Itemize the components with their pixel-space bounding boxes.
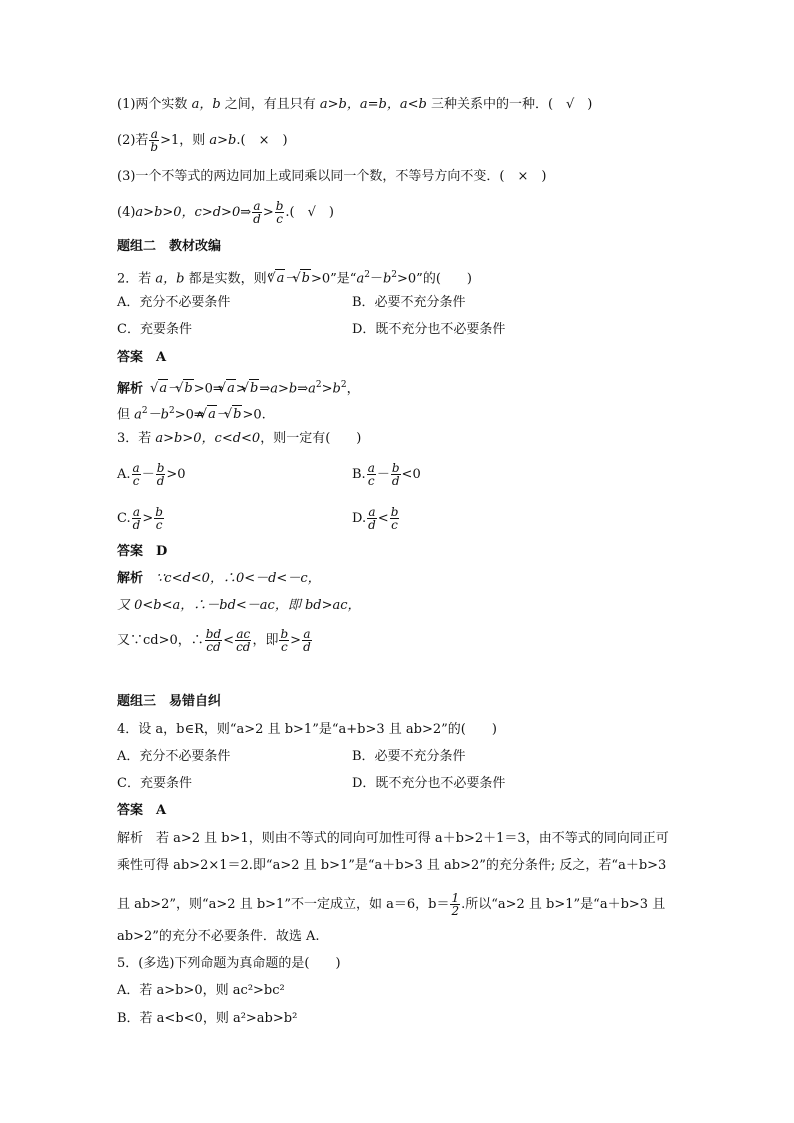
q2-option-c: C．充要条件 xyxy=(117,322,192,337)
q5-option-b: B．若 a<b<0，则 a²>ab>b² xyxy=(117,1011,298,1026)
q4-option-b: B．必要不充分条件 xyxy=(352,749,466,764)
q4-analysis-1: 解析 若 a>2 且 b>1，则由不等式的同向可加性可得 a＋b>2＋1＝3，由不等式的同向同正可 xyxy=(117,831,669,846)
q4-answer: 答案 A xyxy=(117,803,167,818)
section-title-group3: 题组三 易错自纠 xyxy=(117,694,222,709)
q3-analysis-1: 解析 ∵c<d<0，∴0<－d<－c， xyxy=(117,571,321,586)
q4-analysis-3: 且 ab>2”，则“a>2 且 b>1”不一定成立，如 a＝6，b＝ $\frac{1}{2}$ .所以“a>2 且 b>1”是“a＋b>3 且 xyxy=(117,891,666,918)
q3-option-c: C. $\frac{a}{d}$ > $\frac{b}{c}$ xyxy=(117,505,163,532)
q1-item-4: (4)a>b>0，c>d>0⇒ $\frac{a}{d}$ > $\frac{b}{c}$ .( √ ) xyxy=(117,199,334,226)
q3-analysis-3: 又∵cd>0，∴ $\frac{bd}{cd}$ < $\frac{ac}{cd}$ ，即 $\frac{b}{c}$ > $\frac{a}{d}$ xyxy=(117,627,311,654)
q2-answer: 答案 A xyxy=(117,350,167,365)
q4-option-c: C．充要条件 xyxy=(117,776,192,791)
q1-item-3: (3)一个不等式的两边同加上或同乘以同一个数，不等号方向不变．( × ) xyxy=(117,169,547,184)
fraction: $\frac{a}{b}$ xyxy=(150,127,159,154)
q2-option-a: A．充分不必要条件 xyxy=(117,295,231,310)
q5-stem: 5．(多选)下列命题为真命题的是( ) xyxy=(117,956,341,971)
q5-option-a: A．若 a>b>0，则 ac²>bc² xyxy=(117,983,285,998)
q3-option-b: B. $\frac{a}{c}$ － $\frac{b}{d}$ <0 xyxy=(352,461,421,488)
q4-analysis-2: 乘性可得 ab>2×1＝2.即“a>2 且 b>1”是“a＋b>3 且 ab>2”的充分条件; 反之，若“a＋b>3 xyxy=(117,858,667,873)
q4-option-a: A．充分不必要条件 xyxy=(117,749,231,764)
q3-option-a: A. $\frac{a}{c}$ － $\frac{b}{d}$ >0 xyxy=(117,461,186,488)
section-title-group2: 题组二 教材改编 xyxy=(117,239,222,254)
q3-answer: 答案 D xyxy=(117,544,168,559)
q4-option-d: D．既不充分也不必要条件 xyxy=(352,776,506,791)
fraction: $\frac{b}{c}$ xyxy=(275,199,284,226)
q2-option-b: B．必要不充分条件 xyxy=(352,295,466,310)
q2-option-d: D．既不充分也不必要条件 xyxy=(352,322,506,337)
q2-analysis-1: 解析 √ a－√ b>0⇒√ a>√ $b\Rightarrow a>b\Rightarrow a^2>b^2$， xyxy=(117,376,360,398)
q4-analysis-4: ab>2”的充分不必要条件．故选 A. xyxy=(117,929,320,944)
q2-analysis-2: 但 $a^2-b^2>0⇏√$ a－√ b>0. xyxy=(117,402,266,424)
q2-stem: 2．若 a，b 都是实数，则“√ a－√ b>0”是“$a^2-b^2>0$”的( ) xyxy=(117,266,472,288)
q3-option-d: D. $\frac{a}{d}$ < $\frac{b}{c}$ xyxy=(352,505,399,532)
q3-analysis-2: 又 0<b<a，∴－bd<－ac，即 bd>ac， xyxy=(117,598,361,613)
q4-stem: 4．设 a，b∈R，则“a>2 且 b>1”是“a+b>3 且 ab>2”的( ) xyxy=(117,722,497,737)
fraction: $\frac{a}{d}$ xyxy=(253,199,261,226)
q1-item-1: (1)两个实数 a，b 之间，有且只有 a>b，a=b，a<b 三种关系中的一种．( √ ) xyxy=(117,97,593,112)
q3-stem: 3．若 a>b>0，c<d<0，则一定有( ) xyxy=(117,431,362,446)
q1-item-2: (2)若 $\frac{a}{b}$ >1，则 a>b.( × ) xyxy=(117,127,288,154)
